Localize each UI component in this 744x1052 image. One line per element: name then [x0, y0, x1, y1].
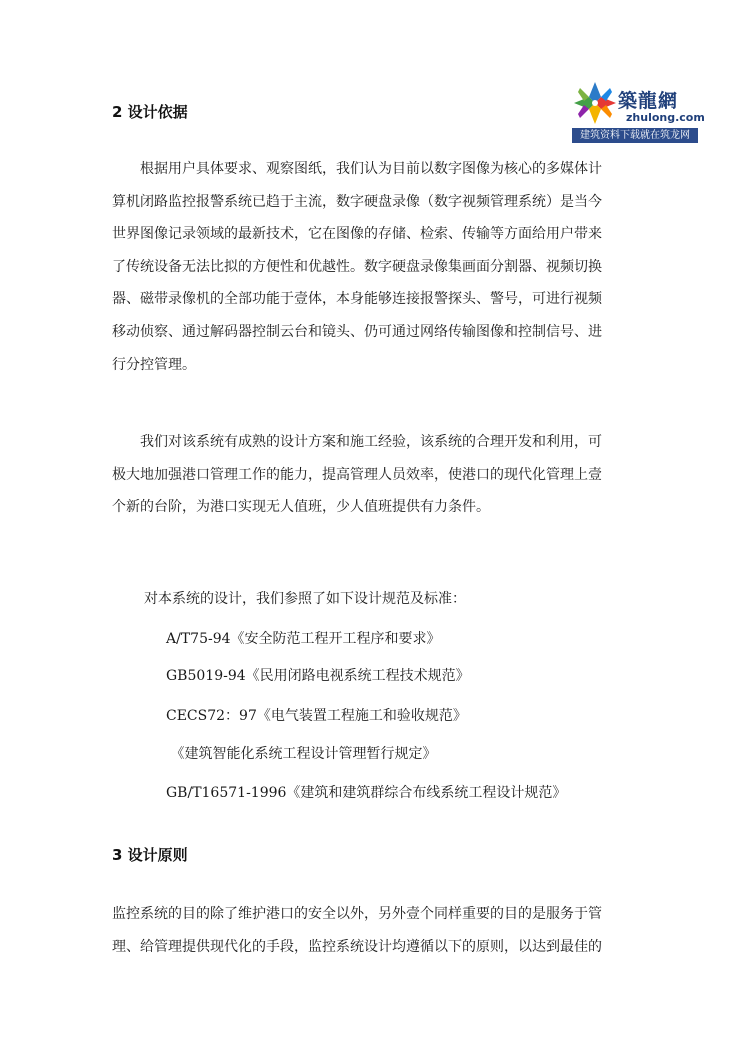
- paragraph-line: 监控系统的目的除了维护港口的安全以外，另外壹个同样重要的目的是服务于管: [112, 906, 602, 922]
- standards-intro: 对本系统的设计，我们参照了如下设计规范及标准：: [144, 591, 466, 607]
- paragraph-line: 根据用户具体要求、观察图纸，我们认为目前以数字图像为核心的多媒体计: [140, 161, 602, 177]
- standards-list-item: [144, 628, 441, 648]
- section-2-paragraph-2: [112, 426, 637, 524]
- section-2-paragraph-1: [112, 153, 637, 381]
- standards-list-item: [144, 782, 566, 802]
- zhulong-logo: [570, 80, 705, 144]
- logo-emblem-icon: [572, 80, 618, 126]
- paragraph-line: 移动侦察、通过解码器控制云台和镜头、仍可通过网络传输图像和控制信号、进: [112, 323, 602, 340]
- paragraph-line: 算机闭路监控报警系统已趋于主流，数字硬盘录像（数字视频管理系统）是当今: [112, 193, 602, 210]
- standards-list-item: [144, 705, 467, 725]
- standard-text: GB/T16571-1996《建筑和建筑群综合布线系统工程设计规范》: [166, 785, 567, 801]
- standard-text: 《建筑智能化系统工程设计管理暂行规定》: [166, 746, 437, 762]
- standard-text: A/T75-94《安全防范工程开工程序和要求》: [166, 631, 441, 647]
- section-2-heading: 2 设计依据: [112, 103, 188, 121]
- paragraph-line: 世界图像记录领域的最新技术，它在图像的存储、检索、传输等方面给用户带来: [112, 226, 602, 243]
- paragraph-line: 我们对该系统有成熟的设计方案和施工经验，该系统的合理开发和利用，可: [140, 434, 602, 450]
- logo-name: 築龍網: [618, 90, 679, 112]
- section-3-paragraph-1: [112, 898, 637, 963]
- paragraph-line: 理、给管理提供现代化的手段，监控系统设计均遵循以下的原则，以达到最佳的: [112, 938, 602, 955]
- standards-list-item: [144, 743, 436, 763]
- paragraph-line: 个新的台阶，为港口实现无人值班，少人值班提供有力条件。: [112, 499, 490, 516]
- paragraph-line: 器、磁带录像机的全部功能于壹体，本身能够连接报警探头、警号，可进行视频: [112, 291, 602, 308]
- section-3-heading: 3 设计原则: [112, 846, 188, 864]
- standard-text: CECS72：97《电气装置工程施工和验收规范》: [166, 708, 467, 724]
- logo-domain: zhulong.com: [626, 111, 705, 124]
- standards-list-item: [144, 665, 470, 685]
- paragraph-line: 极大地加强港口管理工作的能力，提高管理人员效率，使港口的现代化管理上壹: [112, 466, 602, 483]
- logo-banner: 建筑资料下载就在筑龙网: [572, 128, 698, 143]
- paragraph-line: 行分控管理。: [112, 356, 196, 373]
- standard-text: GB5019-94《民用闭路电视系统工程技术规范》: [166, 668, 470, 684]
- paragraph-line: 了传统设备无法比拟的方便性和优越性。数字硬盘录像集画面分割器、视频切换: [112, 258, 602, 275]
